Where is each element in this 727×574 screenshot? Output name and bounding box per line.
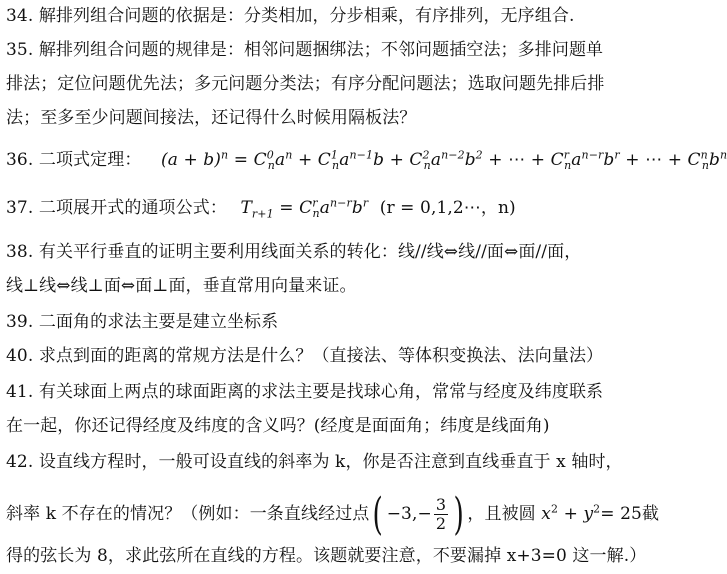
item-41-line-2: 在一起，你还记得经度及纬度的含义吗？(经度是面面角；纬度是线面角)	[6, 416, 550, 436]
item-42-line-2: 斜率 k 不存在的情况？（例如：一条直线经过点( −3,− $\frac{3}{2}$ ) ，且被圆 $x^2 + y^2= 25$截	[6, 488, 660, 540]
item-39: 39. 二面角的求法主要是建立坐标系	[6, 312, 279, 332]
item-42-line-1: 42. 设直线方程时，一般可设直线的斜率为 k，你是否注意到直线垂直于 x 轴时，	[6, 452, 623, 472]
item-40: 40. 求点到面的距离的常规方法是什么？（直接法、等体积变换法、法向量法）	[6, 346, 604, 366]
item-37	[6, 196, 636, 221]
item-35-line-3: 法；至多至少问题间接法，还记得什么时候用隔板法？	[6, 108, 417, 128]
general-term-formula: $T_{r+1} = C^r_na^{n-r}b^r$ (r = 0,1,2⋯，n)	[240, 196, 516, 221]
item-35-line-1: 35. 解排列组合问题的规律是：相邻问题捆绑法；不邻问题插空法；多排问题单	[6, 40, 604, 60]
item-34: 34. 解排列组合问题的依据是：分类相加，分步相乘，有序排列，无序组合.	[6, 6, 575, 26]
item-36	[6, 148, 727, 173]
binomial-theorem-formula: $(a + b)^n = C^0_na^n + C^1_na^{n-1}b + C^2_na^{n-2}b^2$ + ⋯ + $C^r_na^{n-r}b^r$ + ⋯ + $C^n_nb^n$	[160, 148, 727, 173]
item-38-line-1: 38. 有关平行垂直的证明主要利用线面关系的转化：线//线⇔线//面⇔面//面，	[6, 242, 582, 262]
item-42-line-3: 得的弦长为 8，求此弦所在直线的方程。该题就要注意，不要漏掉 x+3=0 这一解.）	[6, 546, 647, 566]
point-expression: ( −3,− $\frac{3}{2}$ )	[372, 488, 464, 540]
item-35-line-2: 排法；定位问题优先法；多元问题分类法；有序分配问题法；选取问题先排后排	[6, 74, 605, 94]
item-38-line-2: 线⊥线⇔线⊥面⇔面⊥面，垂直常用向量来证。	[6, 276, 357, 296]
circle-equation: $x^2 + y^2= 25$	[541, 502, 642, 524]
item-36-label: 36. 二项式定理：	[6, 150, 142, 170]
item-37-label: 37. 二项展开式的通项公式：	[6, 198, 227, 218]
item-41-line-1: 41. 有关球面上两点的球面距离的求法主要是找球心角，常常与经度及纬度联系	[6, 382, 604, 402]
